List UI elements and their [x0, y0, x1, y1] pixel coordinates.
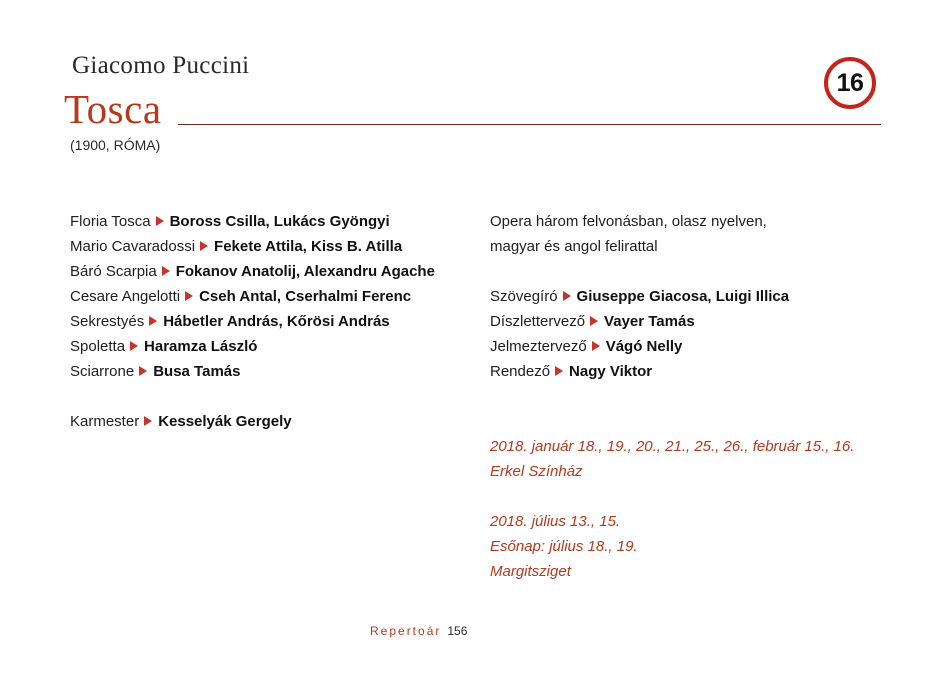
- arrow-icon: [185, 291, 193, 301]
- creator-row: [490, 309, 789, 334]
- role-label: Karmester: [70, 413, 140, 430]
- performer-names: Boross Csilla, Lukács Gyöngyi: [169, 213, 390, 230]
- creator-row: [490, 334, 789, 359]
- cast-row: [70, 234, 435, 259]
- performer-names: Fokanov Anatolij, Alexandru Agache: [175, 263, 435, 280]
- arrow-icon: [200, 241, 208, 251]
- cast-row: [70, 209, 435, 234]
- arrow-icon: [590, 316, 598, 326]
- arrow-icon: [162, 266, 170, 276]
- margit-dates: 2018. július 13., 15.: [490, 513, 621, 530]
- role-label: Spoletta: [70, 338, 126, 355]
- creator-row: [490, 284, 789, 309]
- age-rating-badge: 16: [824, 57, 876, 109]
- performer-names: Cseh Antal, Cserhalmi Ferenc: [199, 288, 412, 305]
- margit-venue: Margitsziget: [490, 563, 571, 580]
- page-footer: [370, 624, 467, 638]
- role-label: Sekrestyés: [70, 313, 145, 330]
- opera-subtitle: (1900, RÓMA): [70, 137, 161, 153]
- performer-names: Hábetler András, Kőrösi András: [163, 313, 390, 330]
- cast-row: [70, 259, 435, 284]
- description-line: magyar és angol felirattal: [490, 238, 658, 255]
- role-label: Rendező: [490, 363, 551, 380]
- role-label: Cesare Angelotti: [70, 288, 181, 305]
- role-label: Mario Cavaradossi: [70, 238, 196, 255]
- creator-names: Vayer Tamás: [604, 313, 695, 330]
- creator-names: Vágó Nelly: [605, 338, 683, 355]
- performer-names: Busa Tamás: [153, 363, 241, 380]
- arrow-icon: [555, 366, 563, 376]
- erkel-dates: 2018. január 18., 19., 20., 21., 25., 26., február 15., 16.: [490, 438, 855, 455]
- arrow-icon: [563, 291, 571, 301]
- performer-names: Fekete Attila, Kiss B. Atilla: [214, 238, 403, 255]
- arrow-icon: [156, 216, 164, 226]
- footer-section: Repertoár: [370, 624, 442, 638]
- conductor-row: [70, 409, 435, 434]
- role-label: Floria Tosca: [70, 213, 151, 230]
- role-label: Díszlettervező: [490, 313, 586, 330]
- spacer: [490, 484, 854, 509]
- arrow-icon: [139, 366, 147, 376]
- opera-title: Tosca: [64, 86, 162, 132]
- cast-row: [70, 284, 435, 309]
- cast-list: [70, 209, 435, 434]
- page-number: 156: [447, 624, 468, 638]
- creator-row: [490, 359, 789, 384]
- description-line: Opera három felvonásban, olasz nyelven,: [490, 213, 767, 230]
- role-label: Szövegíró: [490, 288, 558, 305]
- spacer: [490, 259, 789, 284]
- title-rule: [178, 124, 881, 125]
- role-label: Jelmeztervező: [490, 338, 587, 355]
- margit-rain-dates: Esőnap: július 18., 19.: [490, 538, 638, 555]
- role-label: Báró Scarpia: [70, 263, 157, 280]
- arrow-icon: [592, 341, 600, 351]
- production-info: [490, 209, 789, 384]
- spacer: [70, 384, 435, 409]
- performance-dates: [490, 434, 854, 584]
- cast-row: [70, 309, 435, 334]
- arrow-icon: [130, 341, 138, 351]
- cast-row: [70, 334, 435, 359]
- erkel-venue: Erkel Színház: [490, 463, 583, 480]
- performer-names: Haramza László: [144, 338, 258, 355]
- arrow-icon: [144, 416, 152, 426]
- performer-names: Kesselyák Gergely: [158, 413, 292, 430]
- arrow-icon: [149, 316, 157, 326]
- role-label: Sciarrone: [70, 363, 135, 380]
- composer-name: Giacomo Puccini: [72, 52, 250, 79]
- creator-names: Giuseppe Giacosa, Luigi Illica: [576, 288, 790, 305]
- creator-names: Nagy Viktor: [569, 363, 653, 380]
- cast-row: [70, 359, 435, 384]
